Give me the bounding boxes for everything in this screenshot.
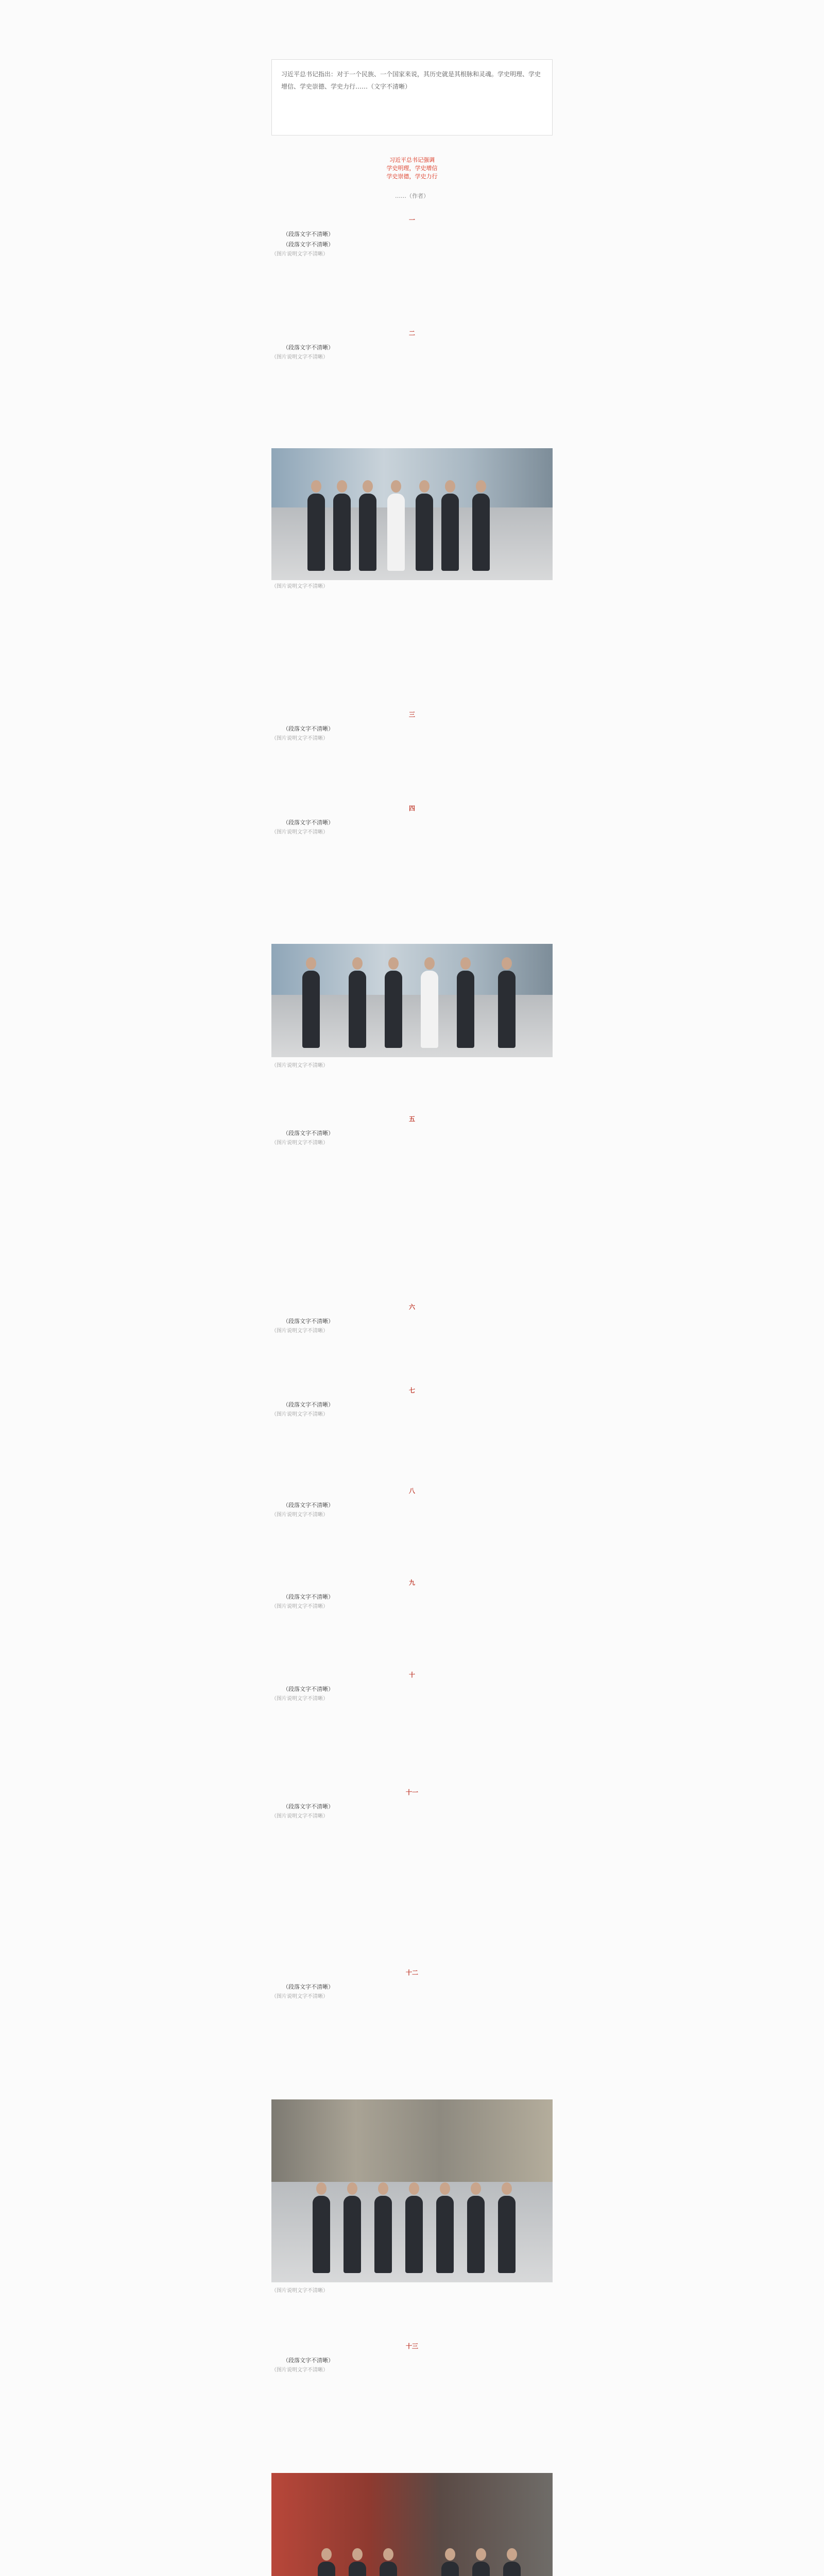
section-body xyxy=(271,1592,553,1611)
section-body xyxy=(271,1684,553,1703)
section-number: 十 xyxy=(408,1671,415,1679)
section-number: 十三 xyxy=(405,2343,418,2350)
section-number: 四 xyxy=(408,805,415,812)
section-number: 三 xyxy=(408,711,415,718)
section-body xyxy=(271,1802,553,1821)
paragraph: （段落文字不清晰） xyxy=(283,1502,334,1509)
caption: （图片说明文字不清晰） xyxy=(271,1512,328,1518)
paragraph: （段落文字不清晰） xyxy=(283,1130,334,1137)
paragraph: （段落文字不清晰） xyxy=(283,344,334,351)
section-body xyxy=(271,1982,553,2001)
paragraph: （段落文字不清晰） xyxy=(283,1401,334,1408)
section-body xyxy=(271,1400,553,1419)
section-number: 一 xyxy=(408,216,415,224)
caption: （图片说明文字不清晰） xyxy=(271,251,328,257)
paragraph: （段落文字不清晰） xyxy=(283,1318,334,1325)
section-number: 十二 xyxy=(405,1969,418,1976)
paragraph: （段落文字不清晰） xyxy=(283,819,334,826)
author: ……（作者） xyxy=(395,193,429,199)
paragraph: （段落文字不清晰） xyxy=(283,241,334,248)
tag-line: 学史崇德，学史力行 xyxy=(386,173,438,180)
paragraph: （段落文字不清晰） xyxy=(283,231,334,238)
section-number: 八 xyxy=(408,1487,415,1495)
section-body xyxy=(271,1316,553,1335)
caption: （图片说明文字不清晰） xyxy=(271,1814,328,1819)
caption: （图片说明文字不清晰） xyxy=(271,2367,328,2373)
section-body xyxy=(271,1500,553,1519)
intro-box xyxy=(271,59,553,135)
section-number: 七 xyxy=(408,1387,415,1394)
paragraph: （段落文字不清晰） xyxy=(283,1984,334,1990)
tag-line: 学史明理，学史增信 xyxy=(386,165,438,172)
section-number: 十一 xyxy=(405,1789,418,1796)
photo-caption-box xyxy=(271,2286,553,2295)
paragraph: （段落文字不清晰） xyxy=(283,1686,334,1692)
photo-caption: （图片说明文字不清晰） xyxy=(271,2288,328,2294)
section-number: 五 xyxy=(408,1115,415,1123)
caption: （图片说明文字不清晰） xyxy=(271,354,328,360)
caption: （图片说明文字不清晰） xyxy=(271,1328,328,1334)
news-photo xyxy=(271,2473,553,2576)
news-photo xyxy=(271,944,553,1057)
caption: （图片说明文字不清晰） xyxy=(271,1140,328,1146)
photo-caption-box xyxy=(271,582,553,591)
caption: （图片说明文字不清晰） xyxy=(271,1994,328,1999)
caption: （图片说明文字不清晰） xyxy=(271,829,328,835)
paragraph: （段落文字不清晰） xyxy=(283,1594,334,1600)
caption: （图片说明文字不清晰） xyxy=(271,736,328,741)
caption: （图片说明文字不清晰） xyxy=(271,1412,328,1417)
paragraph: （段落文字不清晰） xyxy=(283,1803,334,1810)
caption: （图片说明文字不清晰） xyxy=(271,1604,328,1609)
paragraph: （段落文字不清晰） xyxy=(283,2357,334,2364)
tag-line: 习近平总书记强调 xyxy=(389,157,435,163)
news-photo xyxy=(271,2099,553,2282)
paragraph: （段落文字不清晰） xyxy=(283,725,334,732)
photo-caption-box xyxy=(271,1061,553,1070)
caption: （图片说明文字不清晰） xyxy=(271,1696,328,1702)
section-body xyxy=(271,343,553,362)
section-number: 二 xyxy=(408,330,415,337)
section-body xyxy=(271,724,553,743)
section-body xyxy=(271,1128,553,1147)
section-number: 九 xyxy=(408,1579,415,1586)
section-body xyxy=(271,818,553,837)
section-number: 六 xyxy=(408,1303,415,1311)
section-body xyxy=(271,229,553,259)
intro-text: 习近平总书记指出：对于一个民族、一个国家来说，其历史就是其根脉和灵魂。学史明理、学史增信、学史崇德、学史力行……（文字不清晰） xyxy=(281,71,541,90)
news-photo xyxy=(271,448,553,580)
section-body xyxy=(271,2355,553,2375)
photo-caption: （图片说明文字不清晰） xyxy=(271,1063,328,1069)
photo-caption: （图片说明文字不清晰） xyxy=(271,584,328,589)
